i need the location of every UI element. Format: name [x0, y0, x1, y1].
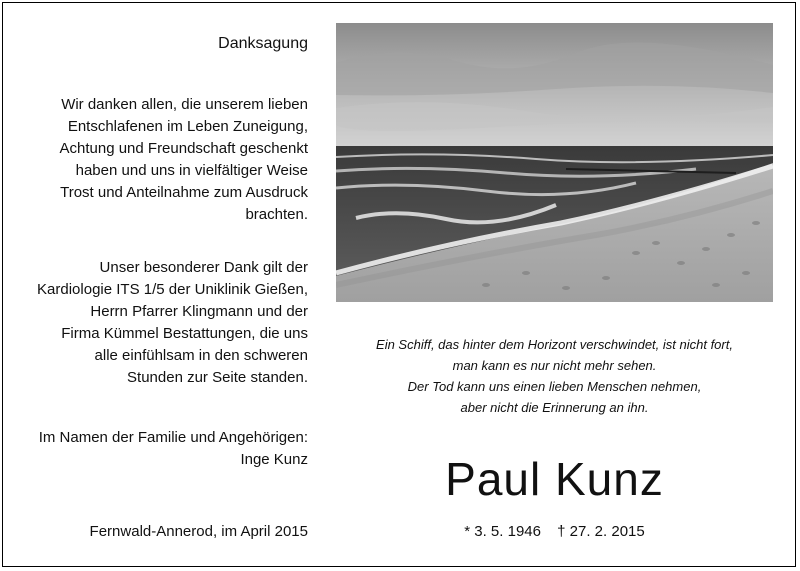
place-date: Fernwald-Annerod, im April 2015 [89, 523, 308, 540]
text-line: alle einfühlsam in den schweren [94, 347, 308, 364]
beach-photo [336, 23, 773, 302]
text-line: haben und uns in vielfältiger Weise [75, 162, 308, 179]
text-line: Unser besonderer Dank gilt der [99, 259, 308, 276]
family-line: Im Namen der Familie und Angehörigen: [38, 429, 308, 446]
quote-line: aber nicht die Erinnerung an ihn. [460, 400, 649, 415]
quote-line: Der Tod kann uns einen lieben Menschen nehmen, [407, 379, 702, 394]
text-line: Trost und Anteilnahme zum Ausdruck [60, 184, 308, 201]
text-line: Herrn Pfarrer Klingmann und der [90, 303, 308, 320]
birth-date: * 3. 5. 1946 [464, 523, 541, 540]
family-name: Inge Kunz [240, 451, 308, 468]
family-signature [14, 427, 308, 471]
life-dates [336, 521, 773, 543]
text-line: Wir danken allen, die unserem lieben [61, 96, 308, 113]
quote-line: Ein Schiff, das hinter dem Horizont verschwindet, ist nicht fort, [376, 337, 733, 352]
thanks-paragraph-1 [14, 94, 308, 226]
text-line: Stunden zur Seite standen. [127, 369, 308, 386]
text-line: Firma Kümmel Bestattungen, die uns [61, 325, 308, 342]
text-line: Kardiologie ITS 1/5 der Uniklinik Gießen, [37, 281, 308, 298]
memorial-quote [336, 334, 773, 418]
text-line: Entschlafenen im Leben Zuneigung, [67, 118, 308, 135]
thanks-title: Danksagung [218, 35, 308, 52]
text-line: brachten. [245, 206, 308, 223]
text-line: Achtung und Freundschaft geschenkt [59, 140, 308, 157]
quote-line: man kann es nur nicht mehr sehen. [452, 358, 657, 373]
thanks-paragraph-2 [14, 257, 308, 389]
deceased-name: Paul Kunz [445, 453, 664, 505]
death-date: † 27. 2. 2015 [557, 523, 645, 540]
